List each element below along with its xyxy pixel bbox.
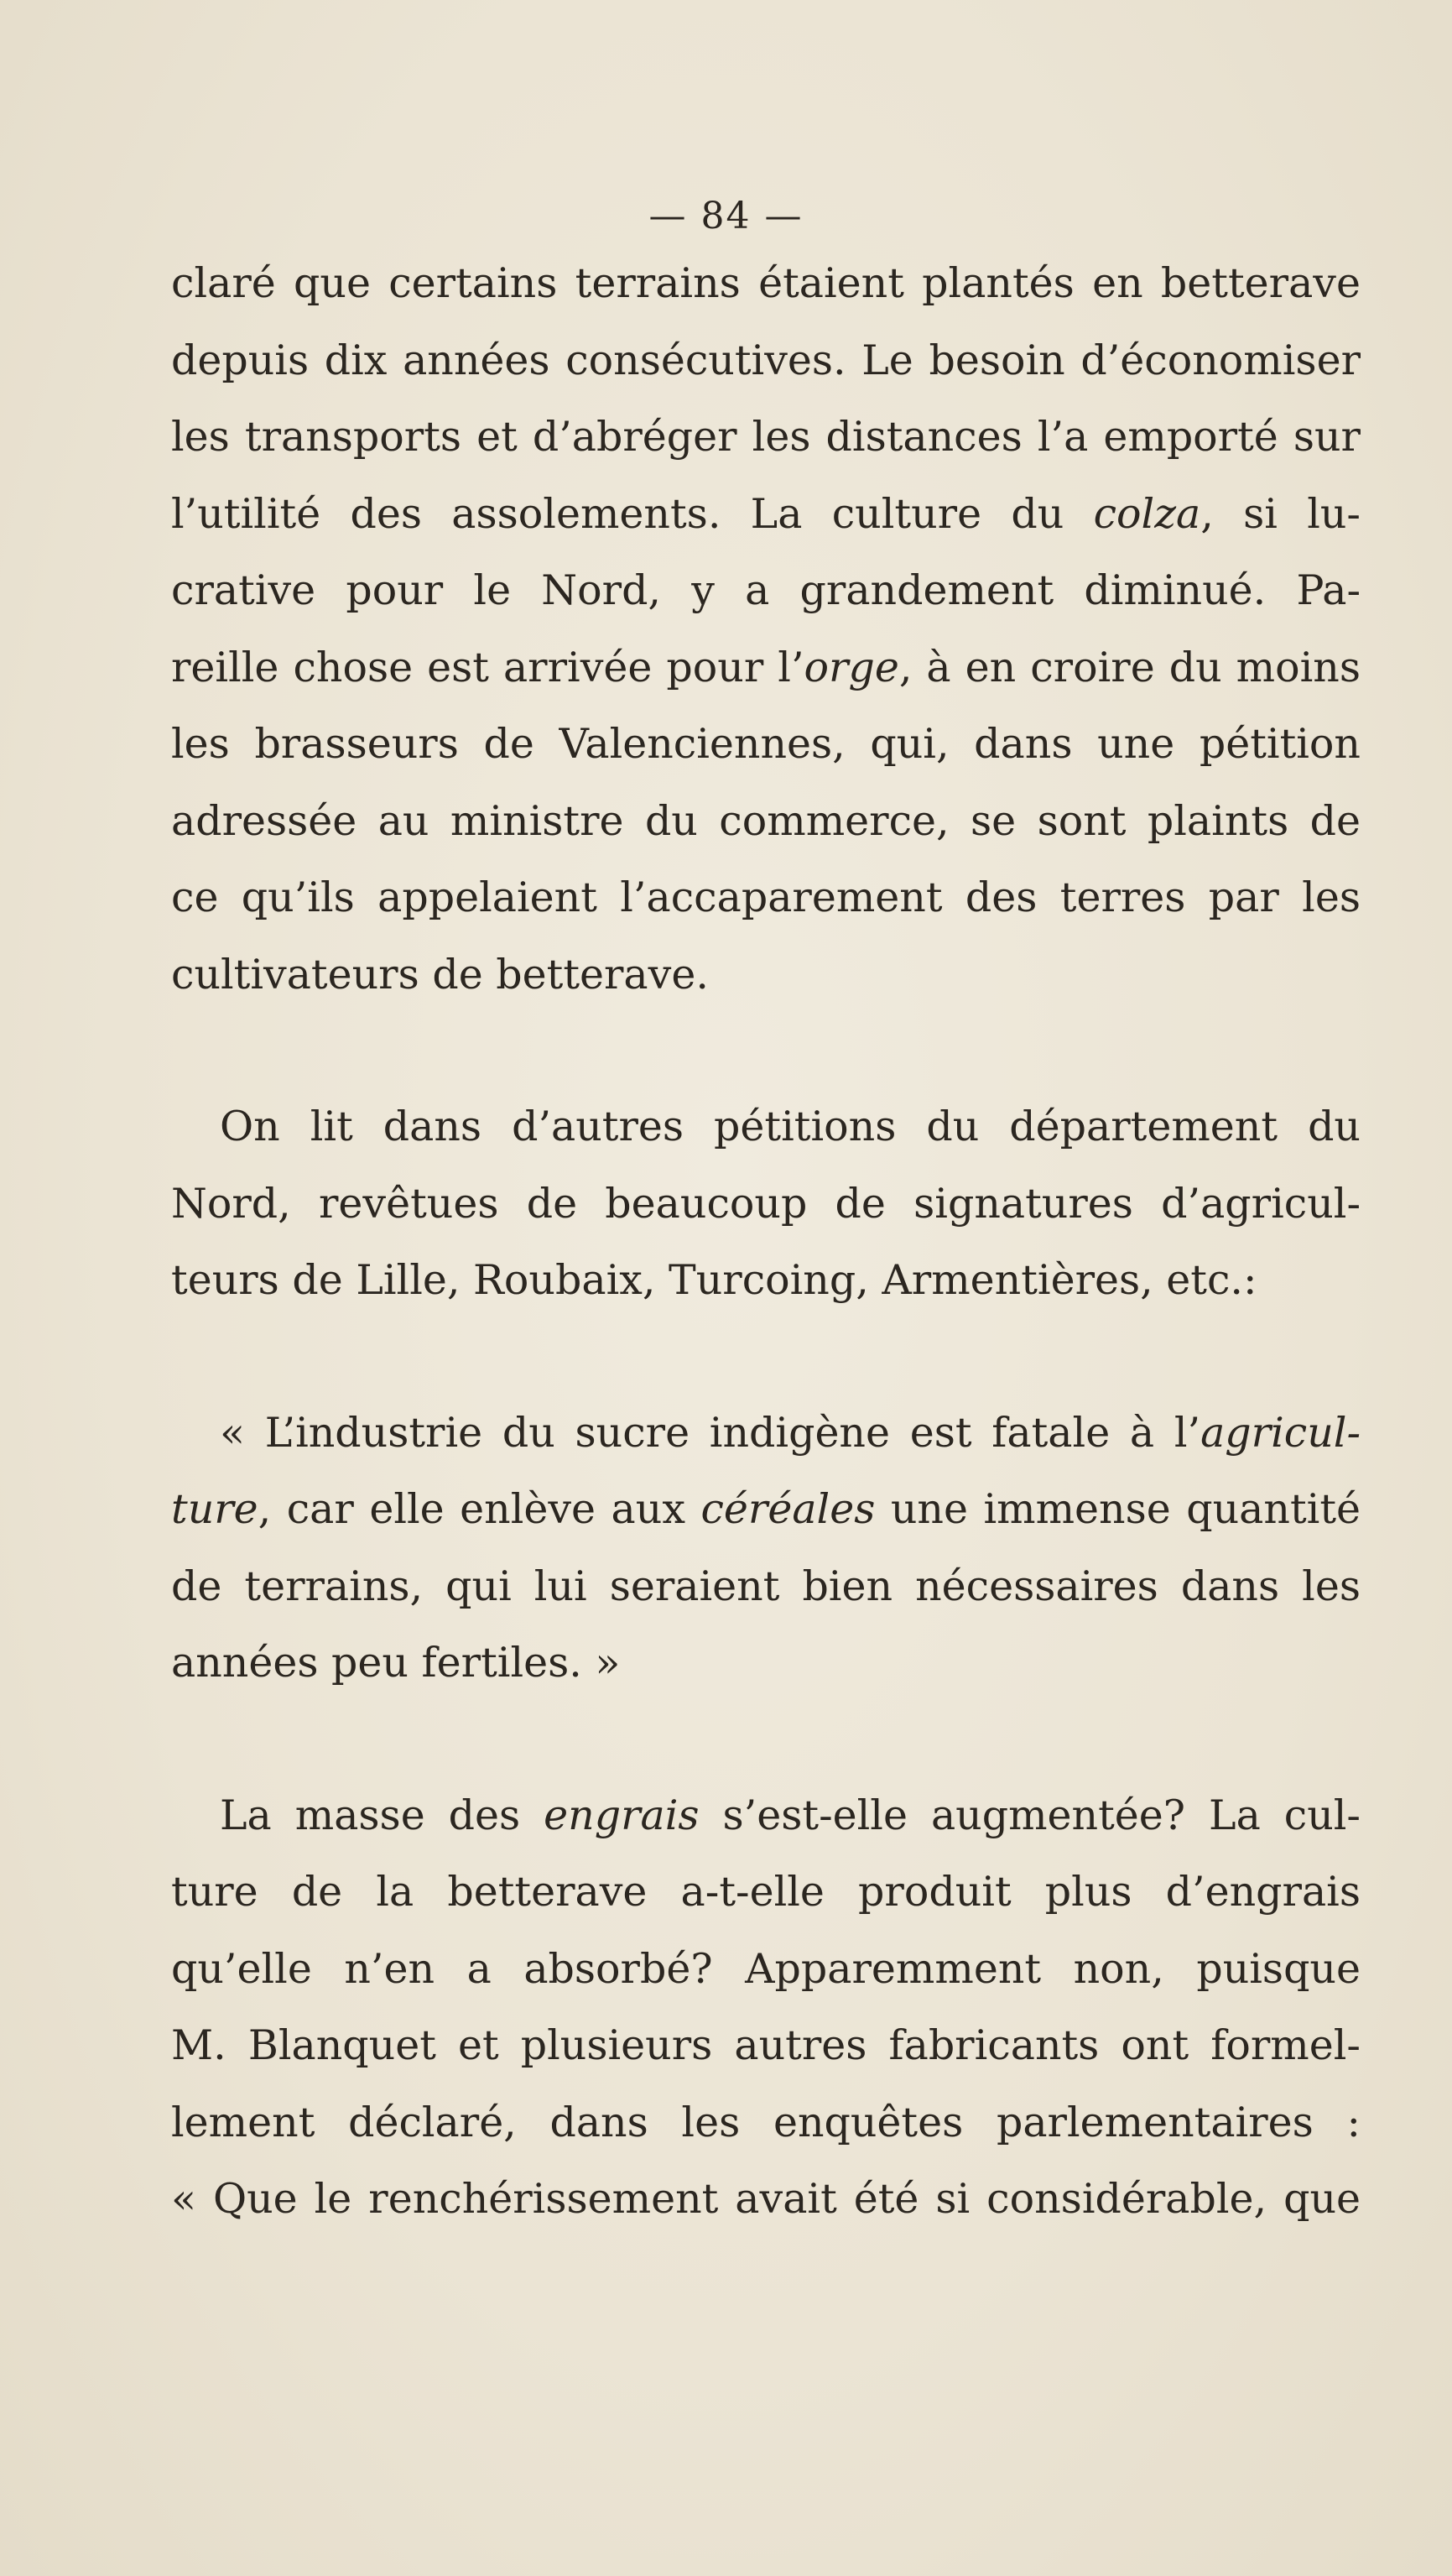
text-line: cultivateurs de betterave. [171, 950, 709, 999]
paragraph-gap [171, 1319, 1361, 1395]
text-line: On lit dans d’autres pétitions du département du [220, 1103, 1361, 1150]
text-line: ture de la betterave a-t-elle produit plus d’engrais [171, 1868, 1361, 1916]
paragraph-gap [171, 1013, 1361, 1088]
page-number: — 84 — [648, 195, 804, 237]
text-line: ce qu’ils appelaient l’accaparement des terres par les [171, 873, 1361, 921]
paragraph-3-quote [171, 1395, 1361, 1702]
text-line: Nord, revêtues de beaucoup de signatures d’agricul- [171, 1179, 1361, 1228]
text-line: « Que le renchérissement avait été si considérable, que [171, 2175, 1361, 2223]
text-line: « L’industrie du sucre indigène est fatale à l’agricul- [220, 1408, 1361, 1457]
paragraph-gap [171, 1702, 1361, 1777]
text-line: reille chose est arrivée pour l’orge, à en croire du moins [171, 643, 1361, 691]
text-line: les transports et d’abréger les distances l’a emporté sur [171, 413, 1361, 461]
text-line: claré que certains terrains étaient plantés en betterave [171, 259, 1361, 307]
text-line: adressée au ministre du commerce, se sont plaints de [171, 796, 1361, 845]
text-line: les brasseurs de Valenciennes, qui, dans une pétition [171, 720, 1361, 768]
text-line: années peu fertiles. » [171, 1639, 621, 1687]
paragraph-4 [171, 1777, 1361, 2238]
text-line: de terrains, qui lui seraient bien nécessaires dans les [171, 1562, 1361, 1610]
text-line: La masse des engrais s’est-elle augmentée? La cul- [220, 1791, 1361, 1839]
text-line: lement déclaré, dans les enquêtes parlementaires : [171, 2098, 1361, 2146]
text-line: ture, car elle enlève aux céréales une immense quantité [171, 1485, 1361, 1533]
paragraph-1 [171, 245, 1361, 1013]
text-line: l’utilité des assolements. La culture du colza, si lu- [171, 489, 1361, 538]
body-text [171, 245, 1361, 2238]
paragraph-2 [171, 1088, 1361, 1319]
text-line: M. Blanquet et plusieurs autres fabricants ont formel- [171, 2021, 1361, 2069]
text-line: teurs de Lille, Roubaix, Turcoing, Armentières, etc.: [171, 1256, 1257, 1304]
text-line: qu’elle n’en a absorbé? Apparemment non, puisque [171, 1944, 1361, 1993]
text-line: depuis dix années consécutives. Le besoin d’économiser [171, 336, 1361, 384]
text-line: crative pour le Nord, y a grandement diminué. Pa- [171, 566, 1361, 614]
